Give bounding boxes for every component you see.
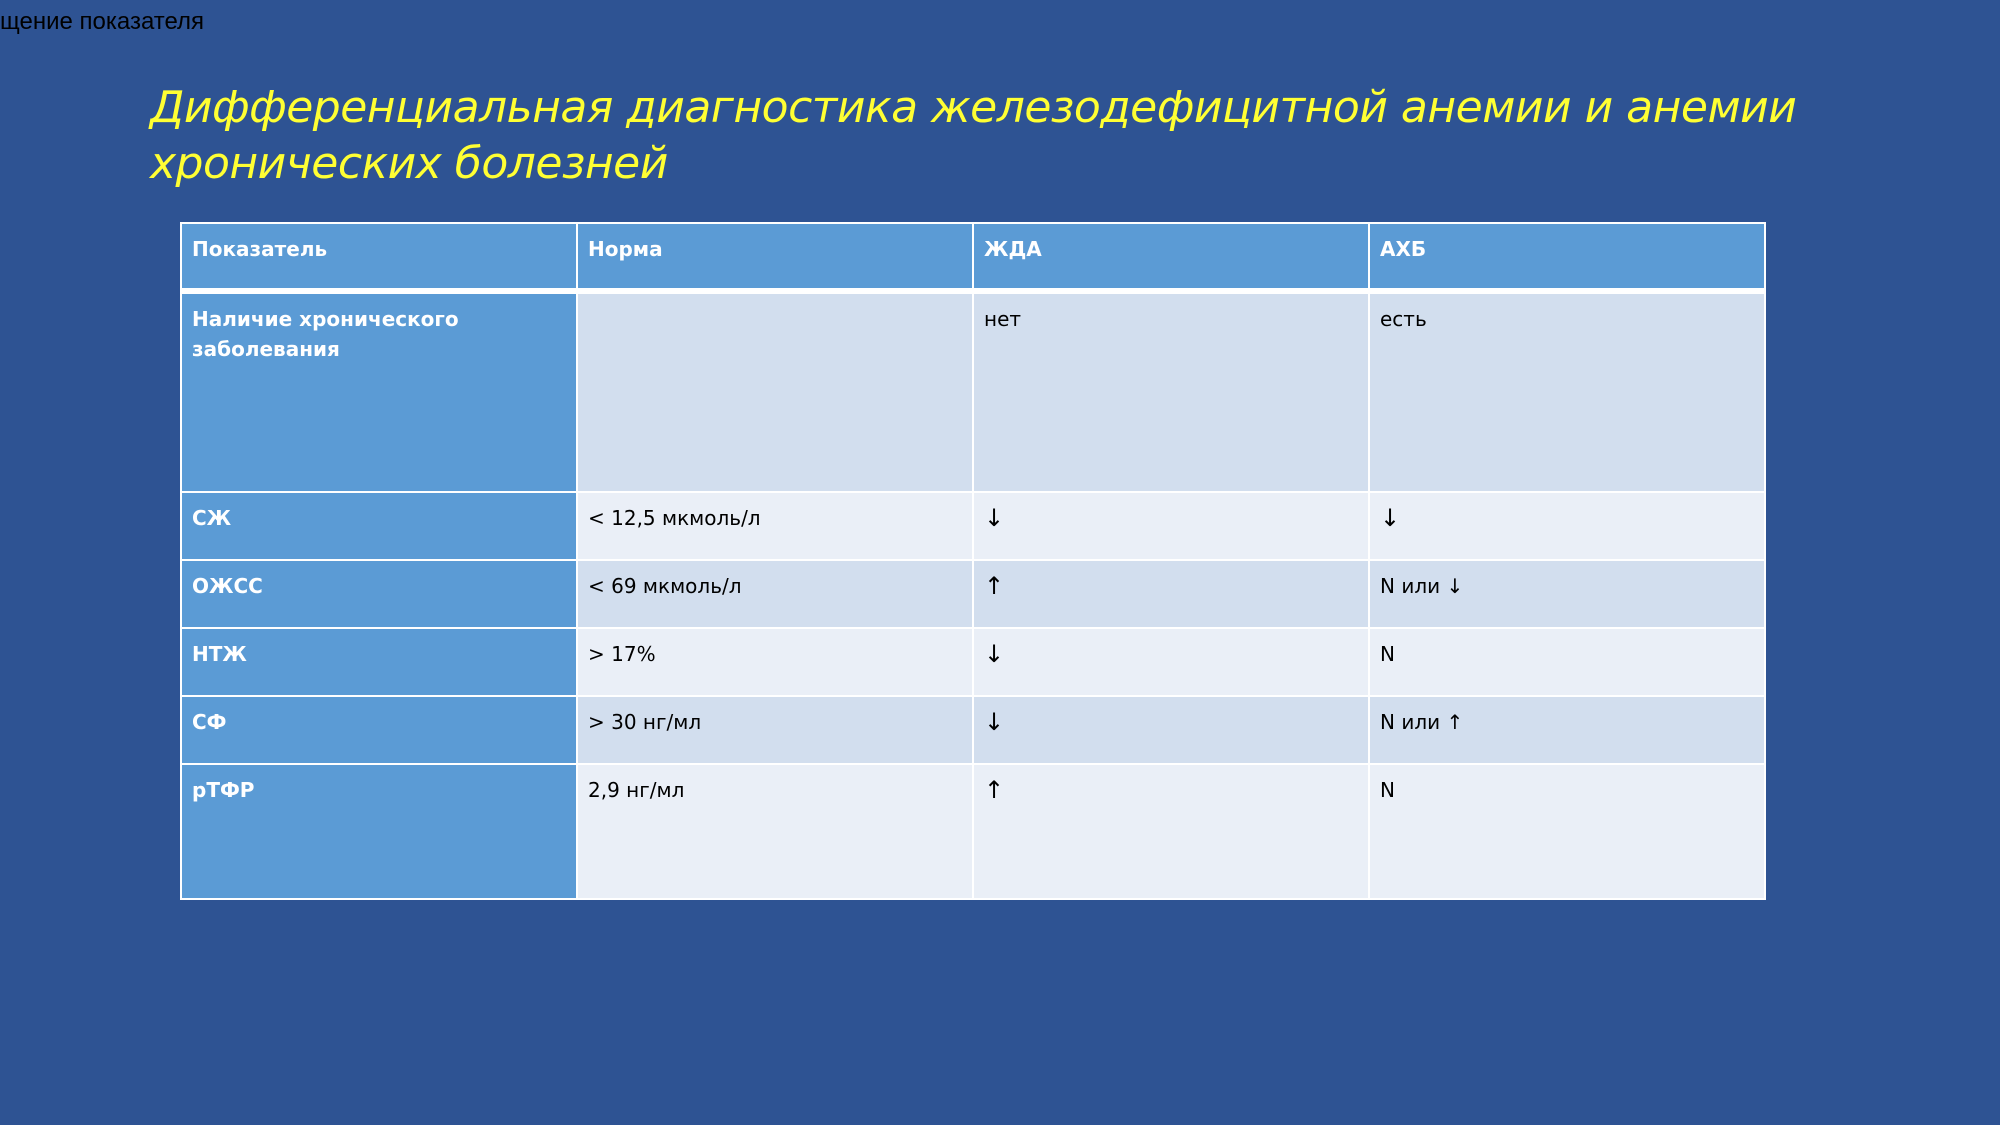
row-norm-cell xyxy=(577,291,973,492)
row-ida-cell: ↓ xyxy=(973,492,1369,560)
row-acd-cell: ↓ xyxy=(1369,492,1765,560)
row-indicator-cell: Наличие хронического заболевания xyxy=(181,291,577,492)
row-norm-cell: > 17% xyxy=(577,628,973,696)
row-indicator-cell: СФ xyxy=(181,696,577,764)
row-norm-cell: < 12,5 мкмоль/л xyxy=(577,492,973,560)
table-row xyxy=(181,628,1765,696)
slide-title-line-1: Дифференциальная диагностика железодефицитной анемии и анемии xyxy=(150,82,1797,133)
row-acd-cell: N xyxy=(1369,764,1765,899)
table-row xyxy=(181,291,1765,492)
row-ida-cell: ↑ xyxy=(973,764,1369,899)
slide-title-line-2: хронических болезней xyxy=(150,138,668,189)
row-indicator-cell: рТФР xyxy=(181,764,577,899)
row-norm-cell: > 30 нг/мл xyxy=(577,696,973,764)
row-indicator-cell: СЖ xyxy=(181,492,577,560)
table-row xyxy=(181,696,1765,764)
row-ida-cell: ↓ xyxy=(973,696,1369,764)
header-norm: Норма xyxy=(577,223,973,291)
row-acd-cell: N или ↓ xyxy=(1369,560,1765,628)
row-acd-cell: N xyxy=(1369,628,1765,696)
diagnosis-table-container xyxy=(180,222,1764,900)
table-row xyxy=(181,764,1765,899)
header-ida: ЖДА xyxy=(973,223,1369,291)
header-indicator: Показатель xyxy=(181,223,577,291)
table-row xyxy=(181,560,1765,628)
row-acd-cell: есть xyxy=(1369,291,1765,492)
row-ida-cell: нет xyxy=(973,291,1369,492)
row-ida-cell: ↑ xyxy=(973,560,1369,628)
row-ida-cell: ↓ xyxy=(973,628,1369,696)
header-acd: АХБ xyxy=(1369,223,1765,291)
corner-text-fragment: щение показателя xyxy=(0,8,205,35)
row-indicator-cell: НТЖ xyxy=(181,628,577,696)
row-acd-cell: N или ↑ xyxy=(1369,696,1765,764)
table-row xyxy=(181,492,1765,560)
slide-title xyxy=(150,80,1850,192)
row-norm-cell: 2,9 нг/мл xyxy=(577,764,973,899)
row-indicator-cell: ОЖСС xyxy=(181,560,577,628)
row-norm-cell: < 69 мкмоль/л xyxy=(577,560,973,628)
table-header-row xyxy=(181,223,1765,291)
diagnosis-table xyxy=(180,222,1766,900)
